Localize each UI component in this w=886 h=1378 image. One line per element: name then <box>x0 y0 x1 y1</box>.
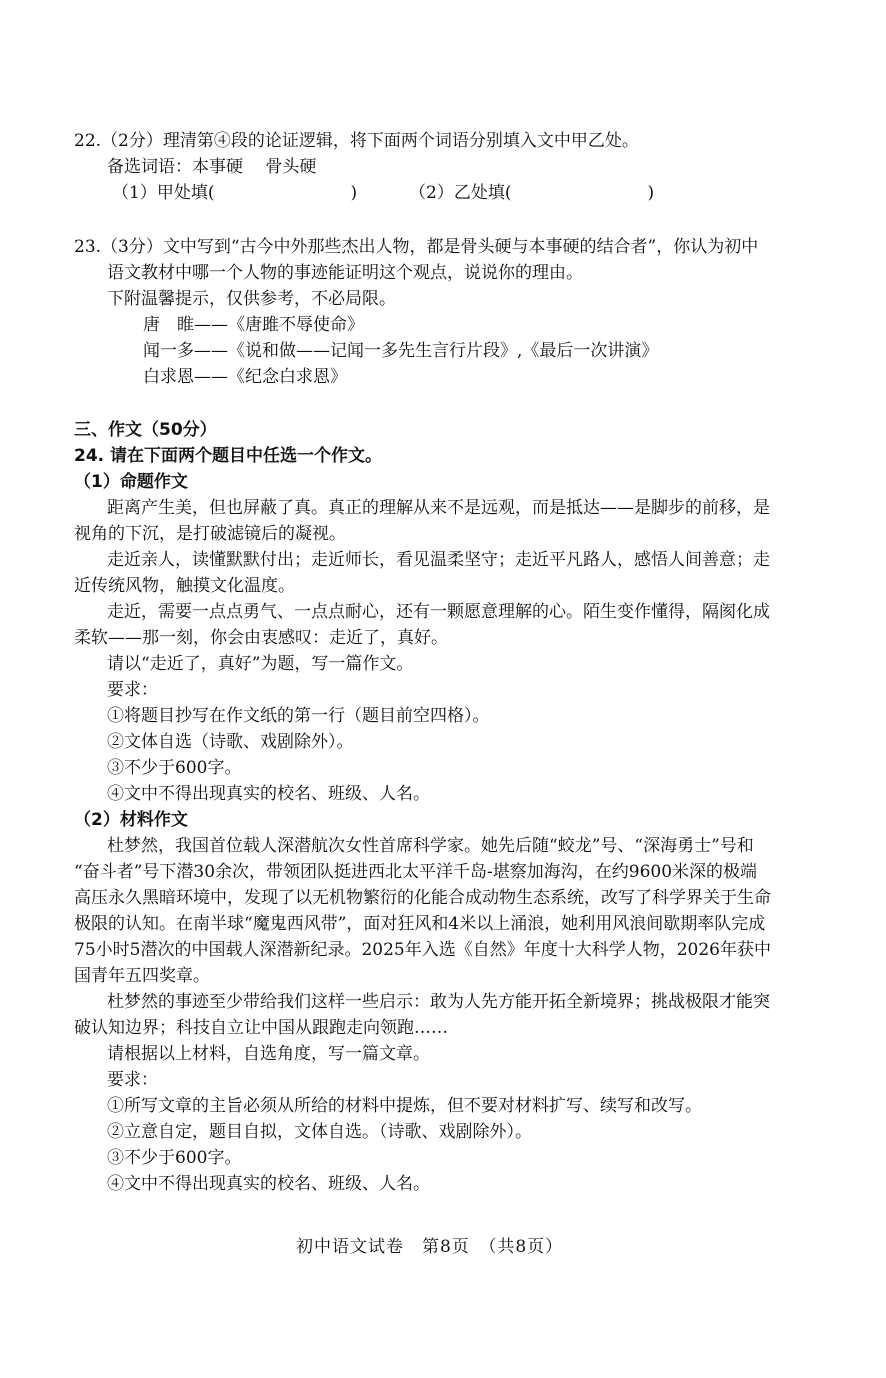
q23-line-2: 语文教材中哪一个人物的事迹能证明这个观点，说说你的理由。 <box>107 263 583 283</box>
part2-requirement: ②立意自定，题目自拟，文体自选。（诗歌、戏剧除外）。 <box>107 1122 532 1142</box>
q23-ref-3: 白求恩——《纪念白求恩》 <box>143 367 347 387</box>
part2-requirements-label: 要求： <box>107 1070 158 1090</box>
part1-prompt: 请以“走近了，真好”为题，写一篇作文。 <box>107 654 414 674</box>
part1-line: 走近亲人，读懂默默付出；走近师长，看见温柔坚守；走近平凡路人，感悟人间善意；走 <box>107 550 770 570</box>
part2-line: 破认知边界；科技自立让中国从跟跑走向领跑…… <box>74 1018 448 1038</box>
part1-line: 走近，需要一点点勇气、一点点耐心，还有一颗愿意理解的心。陌生变作懂得，隔阂化成 <box>107 602 770 622</box>
page-footer: 初中语文试卷 第8页 （共8页） <box>296 1237 564 1257</box>
q22-options: 备选词语：本事硬 骨头硬 <box>107 157 317 177</box>
part2-line: 国青年五四奖章。 <box>74 966 210 986</box>
part1-line: 距离产生美，但也屏蔽了真。真正的理解从来不是远观，而是抵达——是脚步的前移，是 <box>107 498 770 518</box>
section-3-heading: 三、作文（50分） <box>74 420 217 440</box>
part2-line: 极限的认知。在南半球“魔鬼西风带”，面对狂风和4米以上涌浪，她利用风浪间歇期率队完成 <box>74 914 766 934</box>
q24-title: 24. 请在下面两个题目中任选一个作文。 <box>74 446 383 466</box>
part2-line: 75小时5潜次的中国载人深潜新纪录。2025年入选《自然》年度十大科学人物，2026年获中 <box>74 940 771 960</box>
part2-line: “奋斗者”号下潜30余次，带领团队挺进西北太平洋千岛-堪察加海沟，在约9600米深的极端 <box>74 862 758 882</box>
part1-line: 柔软——那一刻，你会由衷感叹：走近了，真好。 <box>74 628 448 648</box>
part1-requirements-label: 要求： <box>107 680 158 700</box>
part1-requirement: ②文体自选（诗歌、戏剧除外）。 <box>107 732 354 752</box>
part1-requirement: ④文中不得出现真实的校名、班级、人名。 <box>107 784 430 804</box>
q23-hint: 下附温馨提示，仅供参考，不必局限。 <box>107 289 396 309</box>
part1-line: 视角的下沉，是打破滤镜后的凝视。 <box>74 524 346 544</box>
part2-requirement: ④文中不得出现真实的校名、班级、人名。 <box>107 1174 430 1194</box>
q23-ref-1: 唐 睢——《唐雎不辱使命》 <box>143 315 364 335</box>
part1-heading: （1）命题作文 <box>74 472 188 492</box>
q23-line-1: 23.（3分）文中写到“古今中外那些杰出人物，都是骨头硬与本事硬的结合者”，你认为初中 <box>74 237 759 257</box>
part1-requirement: ③不少于600字。 <box>107 758 242 778</box>
q22-title: 22.（2分）理清第④段的论证逻辑，将下面两个词语分别填入文中甲乙处。 <box>74 131 639 151</box>
part2-line: 杜梦然的事迹至少带给我们这样一些启示：敢为人先方能开拓全新境界；挑战极限才能突 <box>107 992 770 1012</box>
part2-line: 高压永久黑暗环境中，发现了以无机物繁衍的化能合成动物生态系统，改写了科学界关于生命 <box>74 888 771 908</box>
q22-blank-2: （2）乙处填( ) <box>409 183 655 203</box>
part2-requirement: ①所写文章的主旨必须从所给的材料中提炼，但不要对材料扩写、续写和改写。 <box>107 1096 702 1116</box>
part1-requirement: ①将题目抄写在作文纸的第一行（题目前空四格）。 <box>107 706 490 726</box>
part2-heading: （2）材料作文 <box>74 810 188 830</box>
q23-ref-2: 闻一多——《说和做——记闻一多先生言行片段》,《最后一次讲演》 <box>143 341 659 361</box>
part2-line: 杜梦然，我国首位载人深潜航次女性首席科学家。她先后随“蛟龙”号、“深海勇士”号和 <box>107 836 754 856</box>
part2-prompt: 请根据以上材料，自选角度，写一篇文章。 <box>107 1044 430 1064</box>
q22-blank-1: （1）甲处填( ) <box>112 183 358 203</box>
part1-line: 近传统风物，触摸文化温度。 <box>74 576 295 596</box>
part2-requirement: ③不少于600字。 <box>107 1148 242 1168</box>
